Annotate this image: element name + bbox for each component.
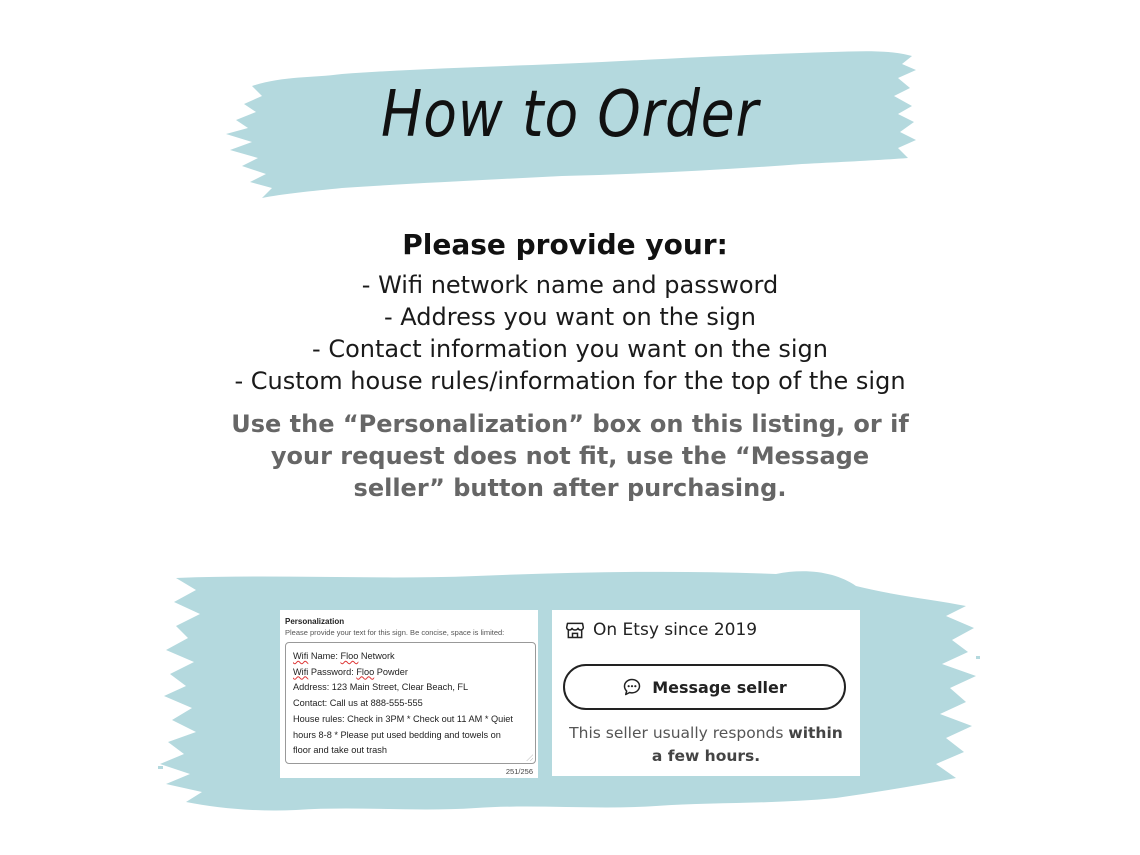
textarea-line [293,665,528,681]
character-counter: 251/256 [505,767,533,776]
textarea-line: House rules: Check in 3PM * Check out 11 AM * Quiet [293,713,513,724]
response-time-text [562,722,850,768]
personalization-subtext: Please provide your text for this sign. Be concise, space is limited: [285,628,505,637]
text-segment: Password: [308,666,357,677]
instructions [0,228,1140,397]
page-title: How to Order [380,78,760,152]
response-time: within a few hours. [651,724,843,765]
response-prefix: This seller usually responds [569,724,789,742]
personalization-panel [280,610,538,778]
seller-panel [552,610,860,776]
textarea-line: Address: 123 Main Street, Clear Beach, FL [293,682,469,693]
ordering-note: Use the “Personalization” box on this listing, or if your request does not fit, use the “Message seller” button after purchasing. [231,410,909,502]
textarea-line: hours 8-8 * Please put used bedding and towels on [293,729,501,740]
chat-icon [622,677,642,697]
instruction-item-rules: - Custom house rules/information for the top of the sign [234,367,906,395]
personalization-textarea[interactable] [285,642,536,764]
etsy-since [565,620,757,640]
spellcheck-word: Floo [340,651,359,661]
text-segment: Name: [308,651,341,661]
instruction-item-address: - Address you want on the sign [384,303,756,331]
textarea-line [293,649,528,665]
instruction-item-contact: - Contact information you want on the sign [312,335,828,363]
etsy-since-text: On Etsy since 2019 [593,620,758,640]
spellcheck-word: Floo [356,666,375,677]
text-segment: Powder [374,666,408,677]
instructions-heading: Please provide your: [402,228,728,261]
message-seller-button[interactable] [563,664,846,710]
spellcheck-word: Wifi [293,651,309,661]
textarea-line: floor and take out trash [293,745,387,756]
personalization-heading: Personalization [285,617,345,626]
message-seller-label: Message seller [652,677,787,697]
store-icon [565,620,585,640]
textarea-line: Contact: Call us at 888-555-555 [293,698,423,709]
spellcheck-word: Wifi [293,666,309,677]
resize-handle[interactable] [526,754,533,761]
text-segment: Network [358,651,395,661]
instruction-item-wifi: - Wifi network name and password [361,271,779,299]
